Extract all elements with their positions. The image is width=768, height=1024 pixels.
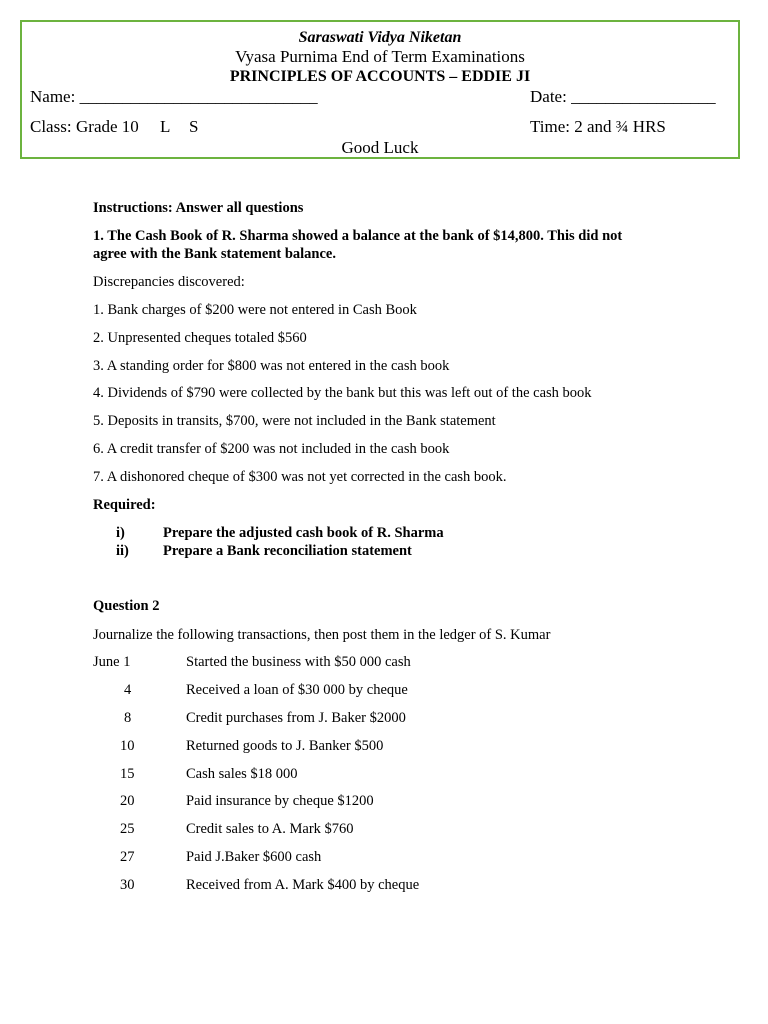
- discrepancy-item: 4. Dividends of $790 were collected by the bank but this was left out of the cash book: [93, 385, 592, 401]
- transaction-date: 10: [120, 738, 135, 754]
- q1-prompt-line2: agree with the Bank statement balance.: [93, 246, 336, 262]
- class-label: Class:: [30, 117, 72, 136]
- discrepancy-item: 6. A credit transfer of $200 was not included in the cash book: [93, 441, 450, 457]
- transaction-desc: Paid J.Baker $600 cash: [186, 849, 322, 865]
- required-num: i): [116, 525, 125, 541]
- instructions: Instructions: Answer all questions: [93, 200, 304, 216]
- exam-title: Vyasa Purnima End of Term Examinations: [235, 47, 525, 66]
- good-luck: Good Luck: [341, 138, 419, 157]
- required-text: Prepare a Bank reconciliation statement: [163, 543, 412, 559]
- transaction-date: 25: [120, 821, 135, 837]
- discrepancies-label: Discrepancies discovered:: [93, 274, 245, 290]
- transaction-desc: Paid insurance by cheque $1200: [186, 793, 374, 809]
- transaction-date: June 1: [93, 654, 131, 670]
- class-value: Grade 10: [76, 117, 139, 136]
- required-label: Required:: [93, 497, 156, 513]
- transaction-desc: Received a loan of $30 000 by cheque: [186, 682, 408, 698]
- transaction-date: 30: [120, 877, 135, 893]
- required-text: Prepare the adjusted cash book of R. Sharma: [163, 525, 444, 541]
- transaction-desc: Credit sales to A. Mark $760: [186, 821, 354, 837]
- subject-title: PRINCIPLES OF ACCOUNTS – EDDIE JI: [229, 68, 531, 85]
- date-field: Date: _________________: [530, 87, 716, 106]
- class-option-l: L: [160, 117, 171, 136]
- q1-prompt-line1: 1. The Cash Book of R. Sharma showed a balance at the bank of $14,800. This did not: [93, 228, 623, 244]
- transaction-date: 8: [124, 710, 132, 726]
- discrepancy-item: 7. A dishonored cheque of $300 was not yet corrected in the cash book.: [93, 469, 507, 485]
- required-num: ii): [116, 543, 129, 559]
- transaction-date: 27: [120, 849, 135, 865]
- exam-header: [20, 20, 740, 159]
- discrepancy-item: 5. Deposits in transits, $700, were not included in the Bank statement: [93, 413, 496, 429]
- transaction-desc: Started the business with $50 000 cash: [186, 654, 411, 670]
- transaction-desc: Credit purchases from J. Baker $2000: [186, 710, 406, 726]
- class-option-s: S: [189, 117, 199, 136]
- transaction-date: 20: [120, 793, 135, 809]
- name-field: Name: ____________________________: [30, 87, 318, 106]
- transaction-desc: Cash sales $18 000: [186, 766, 298, 782]
- school-name: Saraswati Vidya Niketan: [298, 29, 462, 46]
- transaction-date: 4: [124, 682, 132, 698]
- time-field: Time: 2 and ¾ HRS: [530, 117, 666, 136]
- transaction-date: 15: [120, 766, 135, 782]
- q2-title: Question 2: [93, 598, 160, 614]
- q2-prompt: Journalize the following transactions, then post them in the ledger of S. Kumar: [93, 627, 551, 643]
- transaction-desc: Returned goods to J. Banker $500: [186, 738, 384, 754]
- discrepancy-item: 3. A standing order for $800 was not entered in the cash book: [93, 358, 450, 374]
- discrepancy-item: 1. Bank charges of $200 were not entered in Cash Book: [93, 302, 417, 318]
- discrepancy-item: 2. Unpresented cheques totaled $560: [93, 330, 307, 346]
- transaction-desc: Received from A. Mark $400 by cheque: [186, 877, 420, 893]
